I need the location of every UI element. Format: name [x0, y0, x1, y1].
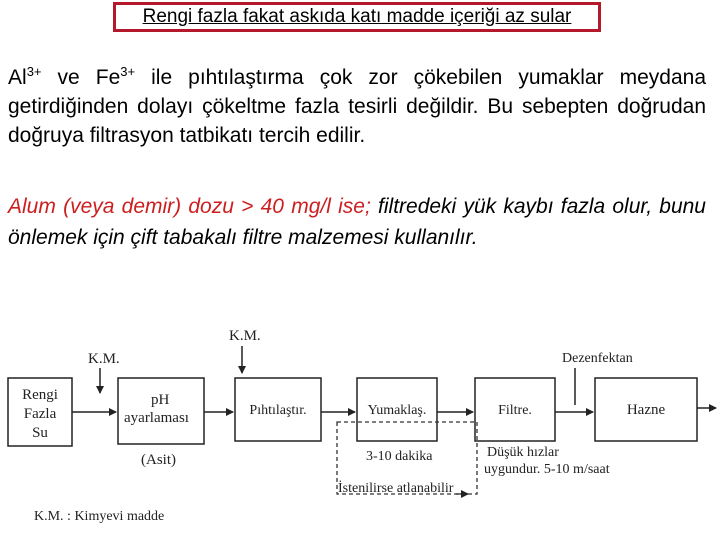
- disinfectant-label: Dezenfektan: [562, 351, 633, 366]
- alum-dose-condition: Alum (veya demir) dozu > 40 mg/l ise;: [8, 195, 371, 218]
- km-label-1: K.M.: [88, 351, 120, 367]
- reservoir-label: Hazne: [626, 402, 666, 418]
- flocculation-time: 3-10 dakika: [366, 449, 433, 464]
- paragraph2-text: filtredeki yük kaybı fazla olur, bunu önlemek için çift tabakalı filtre malzemesi kullanılır.: [8, 195, 706, 249]
- slide-title: Rengi fazla fakat askıda katı madde içeriği az sular: [142, 6, 572, 27]
- filter-rate-line-2: uygundur. 5-10 m/saat: [484, 462, 610, 477]
- raw-water-line-3: Su: [32, 425, 48, 441]
- raw-water-line-1: Rengi: [22, 387, 58, 403]
- slide-title-box: [113, 2, 601, 32]
- fe-charge: 3+: [120, 64, 136, 79]
- ph-line-1: pH: [151, 392, 170, 408]
- flocculation-label: Yumaklaş.: [367, 403, 427, 418]
- raw-water-line-2: Fazla: [23, 406, 57, 422]
- acid-label: (Asit): [141, 452, 176, 468]
- fe-symbol: ve Fe: [41, 66, 121, 89]
- filter-rate-line-1: Düşük hızlar: [487, 445, 559, 460]
- paragraph-direct-filtration: [8, 63, 706, 150]
- al-charge: 3+: [26, 64, 42, 79]
- treatment-flow-diagram: [0, 318, 720, 540]
- optional-note: İstenilirse atlanabilir: [338, 481, 454, 496]
- al-symbol: Al: [8, 66, 27, 89]
- paragraph1-text: ile pıhtılaştırma çok zor çökebilen yumaklar meydana getirdiğinden dolayı çökeltme fazla tesirli değildir. Bu sebepten doğrudan doğruya filtrasyon tatbikatı tercih edilir.: [8, 66, 706, 147]
- km-label-2: K.M.: [229, 328, 261, 344]
- ph-line-2: ayarlaması: [124, 410, 189, 426]
- paragraph-dual-media: [8, 191, 706, 253]
- filter-label: Filtre.: [498, 403, 532, 418]
- legend-km: K.M. : Kimyevi madde: [34, 509, 165, 524]
- coagulation-label: Pıhtılaştır.: [249, 403, 307, 418]
